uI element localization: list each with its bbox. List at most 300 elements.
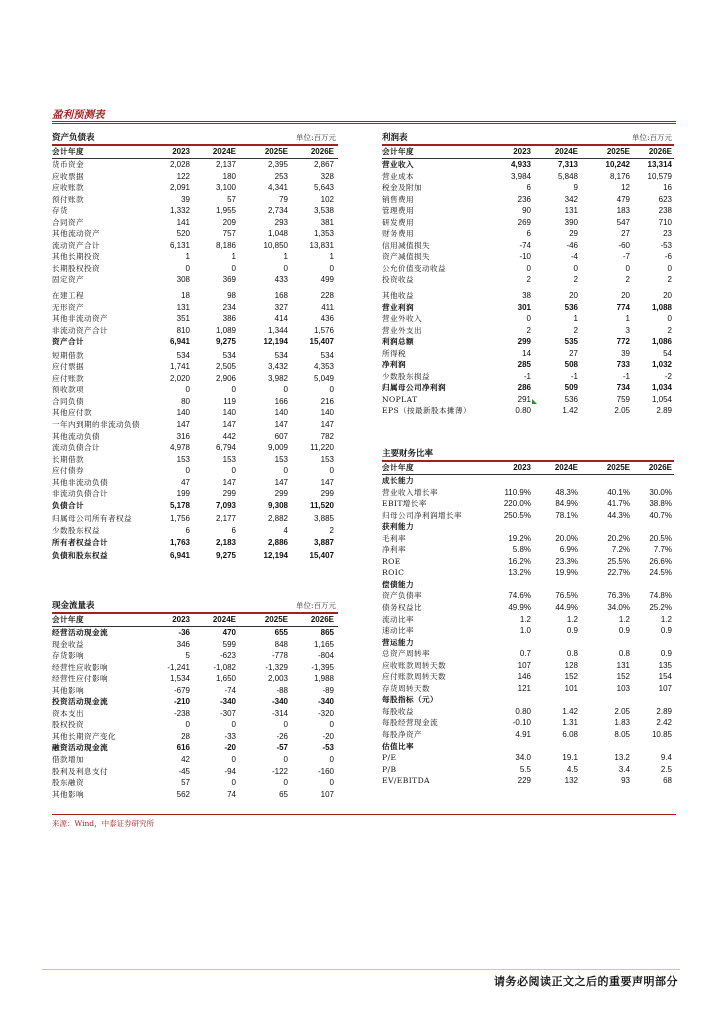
value-2026e: 107 (320, 789, 334, 799)
page-title: 盈利预测表 (52, 109, 105, 121)
value-2024e: 4.5 (566, 764, 578, 774)
value-2023: 4.91 (515, 730, 531, 740)
row-label: 合同资产 (52, 217, 84, 227)
value-2026e: 13,831 (309, 240, 334, 250)
table-row (382, 614, 674, 626)
row-label: 资本支出 (52, 708, 84, 718)
cash-flow-title (52, 600, 338, 612)
value-2026e: 16 (663, 183, 672, 193)
value-2024e: 1,089 (215, 325, 236, 335)
value-2025e: 131 (616, 660, 630, 670)
table-row (382, 602, 674, 614)
cash-flow-title-text: 现金流量表 (52, 601, 95, 611)
table-row (382, 775, 674, 787)
value-2025e: 4 (283, 525, 288, 535)
value-2023: 90 (522, 206, 531, 216)
income-statement-body (382, 159, 674, 417)
value-2026e: 2.89 (656, 706, 672, 716)
income-statement-header-row (382, 146, 674, 158)
income-statement-unit: 单位:百万元 (631, 133, 672, 142)
table-row (52, 708, 338, 720)
table-row (382, 302, 674, 314)
value-2025e: 1 (283, 252, 288, 262)
value-2025e: 9,308 (267, 500, 288, 510)
row-label: 应收账款周转天数 (382, 660, 446, 670)
row-label: 股利及利息支付 (52, 766, 108, 776)
value-2023: 153 (176, 454, 190, 464)
table-row (382, 217, 674, 229)
value-2025e: 76.3% (607, 591, 630, 601)
value-2025e: -7 (622, 252, 630, 262)
value-2026e: -1,395 (311, 662, 334, 672)
row-label: 预收款项 (52, 385, 84, 395)
row-label: 借款增加 (52, 755, 84, 765)
row-label: 营运能力 (382, 637, 414, 647)
value-2023: -1 (523, 371, 531, 381)
value-2024e: 74 (227, 789, 236, 799)
value-2024e: -46 (566, 240, 578, 250)
value-2026e: 0 (329, 755, 334, 765)
value-2023: 562 (176, 789, 190, 799)
value-2023: 147 (176, 420, 190, 430)
value-2023: 301 (517, 302, 531, 312)
value-2025e: 147 (274, 420, 288, 430)
value-2025e: 759 (616, 394, 630, 404)
table-row (52, 336, 338, 348)
value-2026e: 10,579 (647, 171, 672, 181)
row-label: 应付票据 (52, 362, 84, 372)
row-label: 流动负债合计 (52, 443, 100, 453)
header-2025e: 2025E (606, 147, 630, 156)
value-2025e: 20 (621, 291, 630, 301)
value-2026e: 74.8% (649, 591, 672, 601)
value-2026e: 5,643 (313, 183, 334, 193)
row-label: 投资活动现金流 (52, 697, 108, 707)
value-2025e: 0 (283, 755, 288, 765)
value-2023: 291 (517, 394, 531, 404)
table-row (52, 407, 338, 419)
row-label: 管理费用 (382, 206, 414, 216)
table-row (382, 567, 674, 579)
row-label: 货币资金 (52, 160, 84, 169)
table-row (382, 228, 674, 240)
value-2024e: 9 (573, 183, 578, 193)
value-2025e: 12,194 (263, 551, 288, 561)
value-2024e: 9,275 (215, 551, 236, 561)
cell-comment-marker (532, 399, 537, 404)
value-2024e: 140 (222, 408, 236, 418)
balance-sheet-header-row (52, 146, 338, 158)
value-2025e: 253 (274, 171, 288, 181)
row-label: 负债和股东权益 (52, 551, 108, 561)
value-2023: 121 (517, 683, 531, 693)
value-2024e: 0 (573, 263, 578, 273)
value-2025e: 12 (621, 183, 630, 193)
row-label: 无形资产 (52, 302, 84, 312)
value-2024e: -20 (224, 743, 236, 753)
value-2024e: 342 (564, 194, 578, 204)
value-2025e: 0.9 (618, 626, 630, 636)
value-2025e: 168 (274, 291, 288, 301)
value-2023: 1,741 (169, 362, 190, 372)
row-label: 现金收益 (52, 639, 84, 649)
value-2023: 616 (176, 743, 190, 753)
value-2024e: 101 (564, 683, 578, 693)
value-2025e: 20.2% (607, 533, 630, 543)
value-2024e: 76.5% (555, 591, 578, 601)
row-label: 经营性应付影响 (52, 674, 108, 684)
value-2026e: 1,353 (313, 229, 334, 239)
value-2026e: 534 (320, 350, 334, 360)
table-row (52, 696, 338, 708)
value-2025e: 2,395 (267, 160, 288, 169)
value-2026e: 25.2% (649, 603, 672, 613)
row-label: 其他非流动负债 (52, 477, 108, 487)
value-2026e: 2 (329, 525, 334, 535)
table-row (52, 384, 338, 396)
value-2023: 1,763 (169, 537, 190, 547)
value-2024e: -1 (570, 371, 578, 381)
value-2023: 107 (517, 660, 531, 670)
header-label: 会计年度 (382, 463, 414, 472)
value-2026e: 4,353 (313, 362, 334, 372)
value-2023: 122 (176, 171, 190, 181)
value-2026e: 2.42 (656, 718, 672, 728)
value-2024e: 1.31 (562, 718, 578, 728)
value-2024e: 0 (231, 778, 236, 788)
value-2023: 1,332 (169, 206, 190, 216)
header-2024e: 2024E (554, 463, 578, 472)
value-2023: 2 (526, 325, 531, 335)
value-2024e: -33 (224, 731, 236, 741)
table-row (52, 465, 338, 477)
cash-flow-unit: 单位:百万元 (295, 601, 336, 610)
value-2023: 146 (517, 672, 531, 682)
income-statement-title-text: 利润表 (382, 133, 408, 143)
value-2026e: 499 (320, 275, 334, 285)
row-label: 研发费用 (382, 217, 414, 227)
table-row (382, 394, 674, 406)
value-2026e: 1,086 (651, 337, 672, 347)
value-2025e: 152 (616, 672, 630, 682)
value-2023: 269 (517, 217, 531, 227)
row-label: 偿债能力 (382, 579, 414, 589)
row-label: NOPLAT (382, 394, 418, 404)
value-2024e: 390 (564, 217, 578, 227)
row-label: 营业收入增长率 (382, 487, 438, 497)
value-2025e: 2,886 (267, 537, 288, 547)
value-2025e: 147 (274, 477, 288, 487)
income-statement-table (382, 132, 674, 417)
value-2026e: 140 (320, 408, 334, 418)
value-2023: 220.0% (503, 499, 531, 509)
value-2026e: 102 (320, 194, 334, 204)
row-label: P/B (382, 764, 397, 774)
value-2024e: -4 (570, 252, 578, 262)
value-2026e: -20 (322, 731, 334, 741)
row-label: 经营活动现金流 (52, 628, 108, 637)
balance-sheet-body (52, 159, 338, 562)
row-label: 营业收入 (382, 160, 414, 169)
row-label: 营业外支出 (382, 325, 422, 335)
value-2024e: 1.42 (562, 406, 578, 416)
value-2026e: 154 (658, 672, 672, 682)
value-2026e: 0 (667, 314, 672, 324)
table-row (52, 777, 338, 789)
value-2026e: 228 (320, 291, 334, 301)
row-label: 股东融资 (52, 778, 84, 788)
value-2026e: 0.9 (660, 626, 672, 636)
value-2023: 38 (522, 291, 531, 301)
value-2024e: 1.42 (562, 706, 578, 716)
balance-sheet-unit: 单位:百万元 (295, 133, 336, 142)
value-2026e: 5,049 (313, 373, 334, 383)
value-2025e: 1.2 (618, 614, 630, 624)
value-2026e: 710 (658, 217, 672, 227)
value-2025e: -26 (276, 731, 288, 741)
value-2025e: 2 (625, 275, 630, 285)
value-2025e: 0 (283, 466, 288, 476)
value-2024e: 6.08 (562, 730, 578, 740)
table-row (382, 475, 674, 487)
value-2025e: 479 (616, 194, 630, 204)
value-2025e: 772 (616, 337, 630, 347)
value-2025e: 1,344 (267, 325, 288, 335)
value-2024e: 8,186 (215, 240, 236, 250)
cash-flow-header-row (52, 614, 338, 626)
value-2024e: 508 (564, 360, 578, 370)
value-2023: 49.9% (508, 603, 531, 613)
row-label: 其他非流动资产 (52, 314, 108, 324)
value-2023: 5,178 (169, 500, 190, 510)
balance-sheet-table (52, 132, 338, 562)
value-2025e: -778 (271, 651, 288, 661)
value-2024e: 757 (222, 229, 236, 239)
table-row (52, 673, 338, 685)
value-2023: 6,941 (169, 551, 190, 561)
value-2023: 351 (176, 314, 190, 324)
row-label: 财务费用 (382, 229, 414, 239)
row-label: 少数股东损益 (382, 371, 430, 381)
value-2023: 0 (185, 263, 190, 273)
value-2023: -0.10 (512, 718, 531, 728)
row-label: 固定资产 (52, 275, 84, 285)
value-2024e: 470 (222, 628, 236, 637)
balance-sheet-title (52, 132, 338, 144)
value-2024e: 6,794 (215, 443, 236, 453)
value-2026e: 147 (320, 477, 334, 487)
table-row (52, 488, 338, 500)
row-label: 股权投资 (52, 720, 84, 730)
row-label: ROIC (382, 568, 405, 578)
table-row (52, 639, 338, 651)
value-2023: 0 (185, 466, 190, 476)
value-2025e: 3,432 (267, 362, 288, 372)
row-label: 归属母公司所有者权益 (52, 514, 132, 524)
value-2026e: 1,088 (651, 302, 672, 312)
table-row (52, 500, 338, 512)
value-2025e: 734 (616, 383, 630, 393)
value-2026e: 40.7% (649, 510, 672, 520)
value-2023: 47 (181, 477, 190, 487)
value-2026e: -340 (317, 697, 334, 707)
value-2025e: 433 (274, 275, 288, 285)
value-2025e: 0 (625, 263, 630, 273)
table-row (382, 325, 674, 337)
value-2024e: 2,137 (215, 160, 236, 169)
value-2025e: 79 (279, 194, 288, 204)
value-2025e: 0 (283, 778, 288, 788)
value-2026e: 328 (320, 171, 334, 181)
row-label: 估值比率 (382, 741, 414, 751)
row-label: 存货 (52, 206, 68, 216)
value-2023: -210 (173, 697, 190, 707)
value-2026e: 23 (663, 229, 672, 239)
value-2024e: -74 (224, 685, 236, 695)
value-2025e: 1 (625, 314, 630, 324)
row-label: EBIT增长率 (382, 499, 427, 509)
row-label: 非流动负债合计 (52, 489, 108, 499)
cash-flow-table (52, 600, 338, 800)
table-row (382, 182, 674, 194)
value-2023: 0 (526, 263, 531, 273)
value-2025e: 183 (616, 206, 630, 216)
value-2026e: 2,867 (313, 160, 334, 169)
row-label: 长期股权投资 (52, 263, 100, 273)
row-label: 获利能力 (382, 522, 414, 532)
value-2026e: 3,885 (313, 514, 334, 524)
value-2023: 5.8% (512, 545, 531, 555)
value-2026e: 1,988 (313, 674, 334, 684)
value-2023: 28 (181, 731, 190, 741)
header-2026e: 2026E (310, 615, 334, 624)
value-2024e: 599 (222, 639, 236, 649)
value-2024e: 442 (222, 431, 236, 441)
value-2025e: -1 (622, 371, 630, 381)
value-2026e: 9.4 (660, 753, 672, 763)
table-row (52, 217, 338, 229)
value-2026e: 10.85 (651, 730, 672, 740)
value-2026e: 15,407 (309, 337, 334, 347)
value-2023: 346 (176, 639, 190, 649)
table-row (52, 194, 338, 206)
value-2023: 6 (526, 183, 531, 193)
table-row (52, 361, 338, 373)
value-2025e: -88 (276, 685, 288, 695)
value-2023: 16.2% (508, 556, 531, 566)
row-label: 应付账款周转天数 (382, 672, 446, 682)
value-2024e: -340 (219, 697, 236, 707)
table-row (382, 405, 674, 417)
row-label: 资产减值损失 (382, 252, 430, 262)
row-label: 应收票据 (52, 171, 84, 181)
table-row (382, 648, 674, 660)
value-2023: -679 (173, 685, 190, 695)
row-label: 总资产周转率 (382, 649, 430, 659)
value-2024e: 19.9% (555, 568, 578, 578)
table-row (382, 625, 674, 637)
ratios-table (382, 448, 674, 787)
value-2024e: 1 (231, 252, 236, 262)
value-2023: -1,241 (167, 662, 190, 672)
table-row (52, 171, 338, 183)
value-2025e: 40.1% (607, 487, 630, 497)
value-2026e: 299 (320, 489, 334, 499)
table-row (382, 764, 674, 776)
value-2026e: 2 (667, 275, 672, 285)
row-label: 资产合计 (52, 337, 84, 347)
value-2026e: 26.6% (649, 556, 672, 566)
value-2024e: 152 (564, 672, 578, 682)
value-2026e: -89 (322, 685, 334, 695)
row-label: 营业外收入 (382, 314, 422, 324)
row-label: ROE (382, 556, 401, 566)
row-label: 其他流动资产 (52, 229, 100, 239)
table-row (52, 550, 338, 562)
value-2023: 5 (185, 651, 190, 661)
row-label: 其他影响 (52, 685, 84, 695)
row-label: 每股净资产 (382, 730, 422, 740)
value-2024e: 6 (231, 525, 236, 535)
value-2025e: 12,194 (263, 337, 288, 347)
value-2025e: 2,882 (267, 514, 288, 524)
value-2025e: 103 (616, 683, 630, 693)
value-2026e: 20.5% (649, 533, 672, 543)
value-2023: 74.6% (508, 591, 531, 601)
value-2023: 80 (181, 396, 190, 406)
ratios-title-text: 主要财务比率 (382, 449, 434, 459)
table-row (52, 240, 338, 252)
value-2023: 285 (517, 360, 531, 370)
value-2023: 1 (185, 252, 190, 262)
table-row (382, 274, 674, 286)
value-2025e: 3.4 (618, 764, 630, 774)
value-2023: -36 (178, 628, 190, 637)
value-2024e: 0 (231, 755, 236, 765)
header-label: 会计年度 (52, 615, 84, 624)
value-2026e: 20 (663, 291, 672, 301)
value-2024e: 7,313 (557, 160, 578, 169)
value-2025e: 0 (283, 720, 288, 730)
value-2026e: 1,032 (651, 360, 672, 370)
value-2024e: 20.0% (555, 533, 578, 543)
footer-rule (42, 969, 680, 970)
value-2024e: 536 (564, 394, 578, 404)
header-2026e: 2026E (648, 147, 672, 156)
value-2025e: 34.0% (607, 603, 630, 613)
value-2023: 13.2% (508, 568, 531, 578)
table-row (382, 498, 674, 510)
value-2024e: -307 (219, 708, 236, 718)
value-2024e: 29 (569, 229, 578, 239)
value-2024e: 0 (231, 385, 236, 395)
value-2023: 1,534 (169, 674, 190, 684)
value-2025e: 293 (274, 217, 288, 227)
value-2024e: 1.2 (566, 614, 578, 624)
value-2023: -238 (173, 708, 190, 718)
value-2023: 6,131 (169, 240, 190, 250)
value-2024e: 128 (564, 660, 578, 670)
row-label: 速动比率 (382, 626, 414, 636)
value-2024e: 147 (222, 420, 236, 430)
value-2023: 4,933 (510, 160, 531, 169)
value-2024e: 19.1 (562, 753, 578, 763)
value-2024e: 2,177 (215, 514, 236, 524)
value-2026e: 24.5% (649, 568, 672, 578)
value-2024e: 5,848 (557, 171, 578, 181)
source-note: 来源：Wind，中泰证券研究所 (52, 819, 155, 828)
value-2025e: 0 (283, 385, 288, 395)
